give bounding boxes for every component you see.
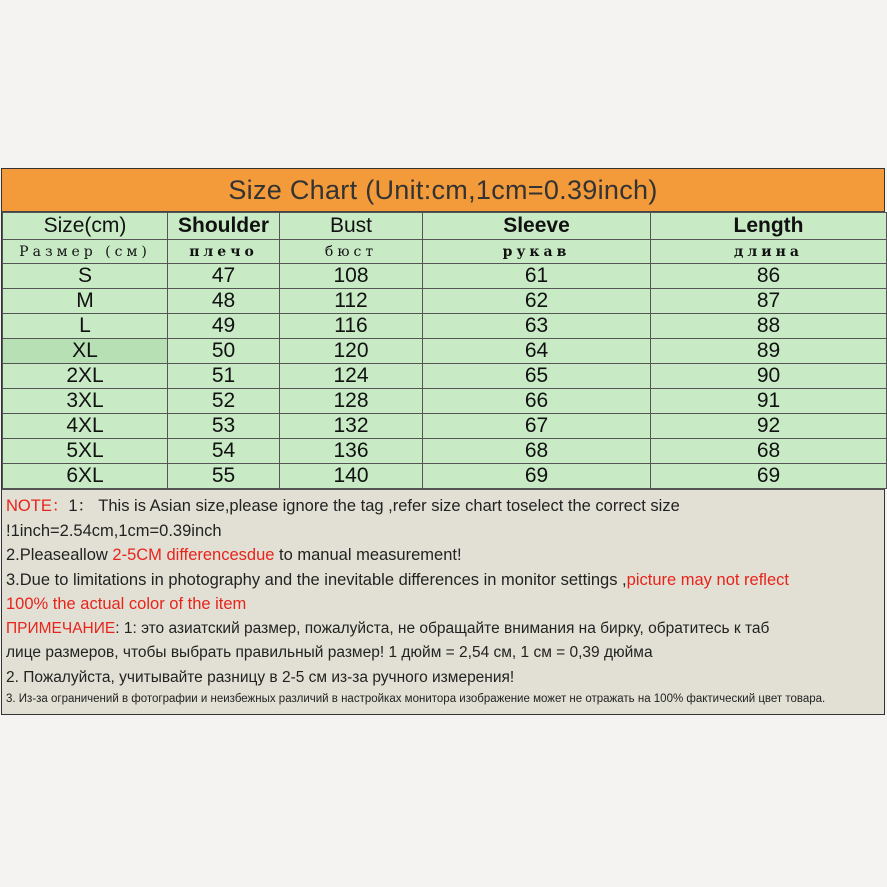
sleeve-cell: 68 <box>423 439 651 464</box>
header-sleeve: Sleeve <box>423 213 651 240</box>
length-cell: 91 <box>651 389 887 414</box>
size-cell: S <box>3 264 168 289</box>
shoulder-cell: 50 <box>168 339 280 364</box>
header-size: Size(cm) <box>3 213 168 240</box>
table-row <box>3 439 887 464</box>
chart-title: Size Chart (Unit:cm,1cm=0.39inch) <box>2 169 884 212</box>
note-ru-line-3: 2. Пожалуйста, учитывайте разницу в 2-5 см из-за ручного измерения! <box>6 668 515 686</box>
note-ru-line-1: ПРИМЕЧАНИЕ: 1: это азиатский размер, пожалуйста, не обращайте внимания на бирку, обратитесь к таб <box>6 619 770 637</box>
bust-cell: 116 <box>280 314 423 339</box>
header-row-ru <box>3 240 887 264</box>
table-row <box>3 339 887 364</box>
shoulder-cell: 48 <box>168 289 280 314</box>
size-cell: 5XL <box>3 439 168 464</box>
notes-section <box>2 489 884 714</box>
note-ru-line-2: лице размеров, чтобы выбрать правильный размер! 1 дюйм = 2,54 см, 1 см = 0,39 дюйма <box>6 644 653 661</box>
header-length: Length <box>651 213 887 240</box>
table-row <box>3 264 887 289</box>
length-cell: 69 <box>651 464 887 489</box>
length-cell: 90 <box>651 364 887 389</box>
shoulder-cell: 55 <box>168 464 280 489</box>
bust-cell: 112 <box>280 289 423 314</box>
note-line-5: 100% the actual color of the item <box>6 595 247 613</box>
length-cell: 87 <box>651 289 887 314</box>
sleeve-cell: 61 <box>423 264 651 289</box>
shoulder-cell: 51 <box>168 364 280 389</box>
length-cell: 89 <box>651 339 887 364</box>
header-sleeve-ru: рукав <box>423 240 651 264</box>
bust-cell: 108 <box>280 264 423 289</box>
note-label: NOTE： <box>6 497 69 515</box>
sleeve-cell: 65 <box>423 364 651 389</box>
sleeve-cell: 66 <box>423 389 651 414</box>
header-bust: Bust <box>280 213 423 240</box>
bust-cell: 124 <box>280 364 423 389</box>
length-cell: 86 <box>651 264 887 289</box>
header-shoulder-ru: плечо <box>168 240 280 264</box>
size-chart <box>1 168 885 715</box>
header-row <box>3 213 887 240</box>
size-cell: 2XL <box>3 364 168 389</box>
sleeve-cell: 67 <box>423 414 651 439</box>
sleeve-cell: 69 <box>423 464 651 489</box>
bust-cell: 132 <box>280 414 423 439</box>
note-ru-label: ПРИМЕЧАНИЕ <box>6 619 116 637</box>
length-cell: 68 <box>651 439 887 464</box>
header-size-ru: Размер (см) <box>3 240 168 264</box>
header-shoulder: Shoulder <box>168 213 280 240</box>
length-cell: 88 <box>651 314 887 339</box>
size-cell: 4XL <box>3 414 168 439</box>
table-row <box>3 314 887 339</box>
note-ru-line-4: 3. Из-за ограничений в фотографии и неизбежных различий в настройках монитора изображение может не отражать на 100% фактический цвет товара. <box>6 693 826 705</box>
shoulder-cell: 49 <box>168 314 280 339</box>
bust-cell: 136 <box>280 439 423 464</box>
note-line-2: !1inch=2.54cm,1cm=0.39inch <box>6 521 222 540</box>
note-line-3: 2.Pleaseallow 2-5CM differencesdue to manual measurement! <box>6 546 462 564</box>
length-cell: 92 <box>651 414 887 439</box>
sleeve-cell: 63 <box>423 314 651 339</box>
shoulder-cell: 52 <box>168 389 280 414</box>
bust-cell: 120 <box>280 339 423 364</box>
table-row <box>3 414 887 439</box>
header-bust-ru: бюст <box>280 240 423 264</box>
bust-cell: 140 <box>280 464 423 489</box>
shoulder-cell: 53 <box>168 414 280 439</box>
table-row <box>3 289 887 314</box>
size-cell: 6XL <box>3 464 168 489</box>
size-cell: XL <box>3 339 168 364</box>
size-cell: L <box>3 314 168 339</box>
size-table <box>2 212 887 489</box>
shoulder-cell: 54 <box>168 439 280 464</box>
sleeve-cell: 62 <box>423 289 651 314</box>
bust-cell: 128 <box>280 389 423 414</box>
sleeve-cell: 64 <box>423 339 651 364</box>
table-row <box>3 389 887 414</box>
size-cell: 3XL <box>3 389 168 414</box>
header-length-ru: длина <box>651 240 887 264</box>
note-line-4: 3.Due to limitations in photography and the inevitable differences in monitor settings ,picture may not reflect <box>6 570 789 589</box>
table-row <box>3 364 887 389</box>
size-cell: M <box>3 289 168 314</box>
shoulder-cell: 47 <box>168 264 280 289</box>
table-row <box>3 464 887 489</box>
note-line-1: NOTE：1： This is Asian size,please ignore the tag ,refer size chart toselect the correct size <box>6 497 680 515</box>
